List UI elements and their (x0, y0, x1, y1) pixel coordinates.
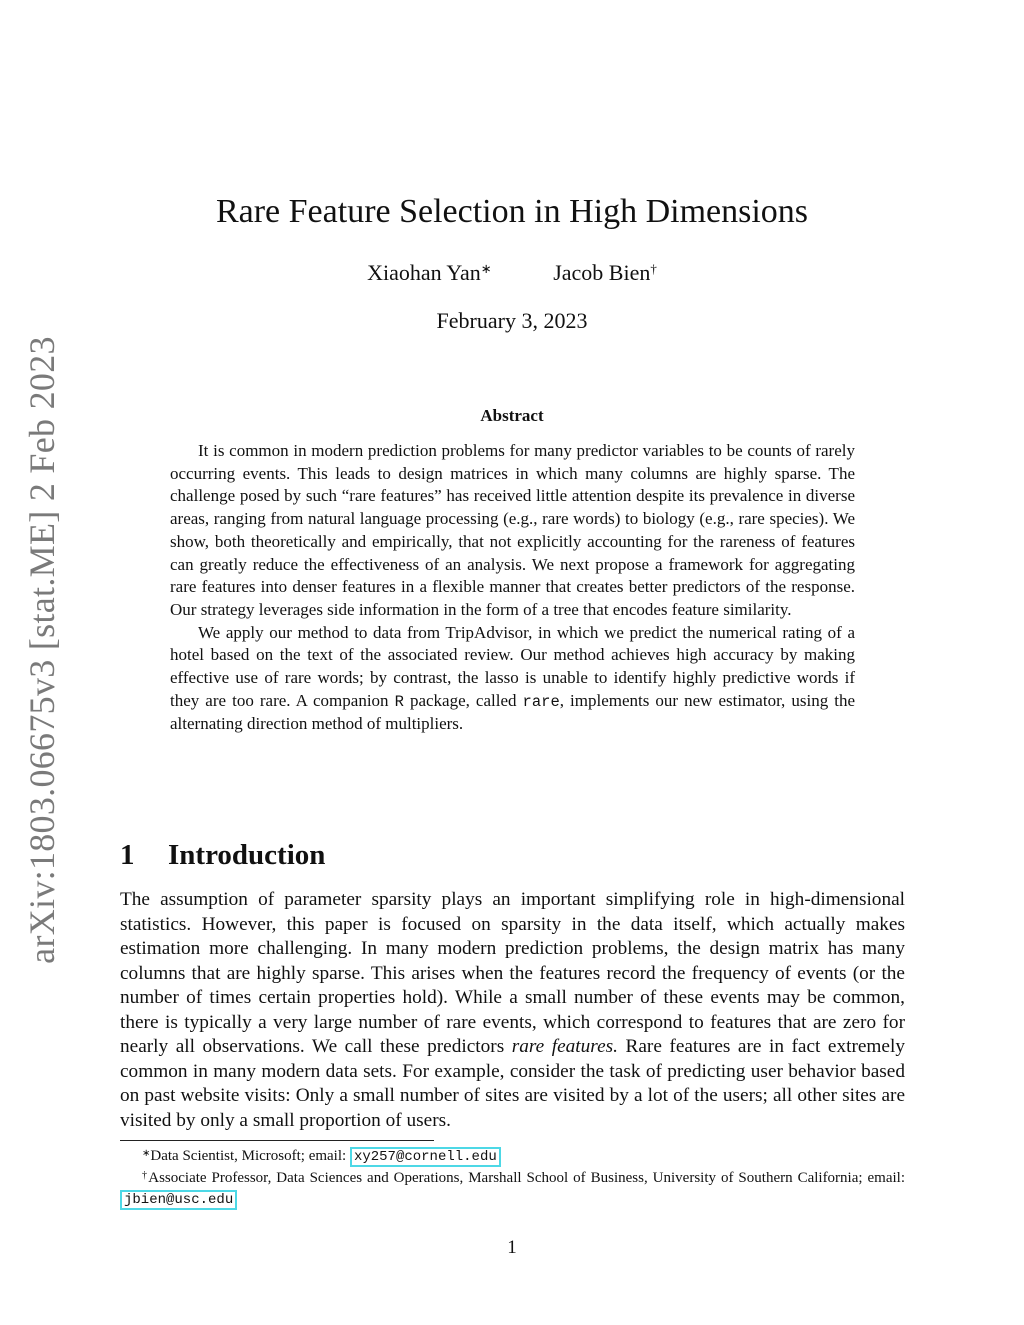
author-2-footnote-mark[interactable]: † (650, 261, 657, 276)
section-title: Introduction (168, 839, 326, 871)
abstract-paragraph-1: It is common in modern prediction problems for many predictor variables to be counts of rarely occurring events. This leads to design matrices in which many columns are highly sparse. The challenge posed by such “rare features” has received little attention despite its prevalence in diverse areas, ranging from natural language processing (e.g., rare words) to biology (e.g., rare species). We show, both theoretically and empirically, that not explicitly accounting for the rareness of features can greatly reduce the effectiveness of an analysis. We next propose a framework for aggregating rare features into denser features in a flexible manner that creates better predictors of the response. Our strategy leverages side information in the form of a tree that encodes feature similarity. (170, 441, 855, 619)
introduction-paragraph: The assumption of parameter sparsity plays an important simplifying role in high-dimensional statistics. However, this paper is focused on sparsity in the data itself, which actually makes estimation more challenging. In many modern prediction problems, the design matrix has many columns that are highly sparse. This arises when the features record the frequency of events (or the number of times certain properties hold). While a small number of these events may be common, there is typically a very large number of rare events, which correspond to features that are zero for nearly all observations. We call these predictors rare features. Rare features are in fact extremely common in many modern data sets. For example, consider the task of predicting user behavior based on past website visits: Only a small number of sites are visited by a lot of the users; all other sites are visited by only a small proportion of users. (120, 889, 905, 1131)
paper-title: Rare Feature Selection in High Dimensions (215, 193, 809, 230)
page-number: 1 (507, 1237, 517, 1258)
abstract-heading: Abstract (480, 406, 544, 425)
footnote-1: ∗Data Scientist, Microsoft; email: xy257@cornell.edu (120, 1146, 905, 1168)
author-1 (367, 258, 492, 288)
author-1-footnote-mark[interactable]: ∗ (480, 261, 492, 276)
section-heading-introduction (120, 836, 325, 874)
author-1-name: Xiaohan Yan (367, 260, 481, 285)
abstract-body (170, 440, 855, 736)
abstract-paragraph-2: We apply our method to data from TripAdvisor, in which we predict the numerical rating of a hotel based on the text of the associated review. Our method achieves high accuracy by making effective use of rare words; by contrast, the lasso is unable to identify highly predictive words if they are too rare. A companion R package, called rare, implements our new estimator, using the alternating direction method of multipliers. (170, 622, 855, 734)
arxiv-identifier-stamp[interactable]: arXiv:1803.06675v3 [stat.ME] 2 Feb 2023 (22, 336, 62, 964)
footnote-divider (120, 1140, 434, 1141)
footnotes (120, 1146, 905, 1211)
publication-date: February 3, 2023 (436, 308, 588, 333)
email-link-yan[interactable]: xy257@cornell.edu (350, 1147, 501, 1167)
section-number: 1 (120, 839, 135, 871)
author-2 (553, 258, 657, 288)
code-r: R (394, 692, 404, 711)
author-list (0, 258, 1024, 288)
emphasis-rare-features: rare features. (511, 1036, 618, 1057)
author-2-name: Jacob Bien (553, 260, 651, 285)
email-link-bien[interactable]: jbien@usc.edu (120, 1190, 237, 1210)
footnote-2: †Associate Professor, Data Sciences and Operations, Marshall School of Business, University of Southern California; email: jbien@usc.edu (120, 1168, 905, 1211)
code-rare-package: rare (522, 692, 560, 711)
